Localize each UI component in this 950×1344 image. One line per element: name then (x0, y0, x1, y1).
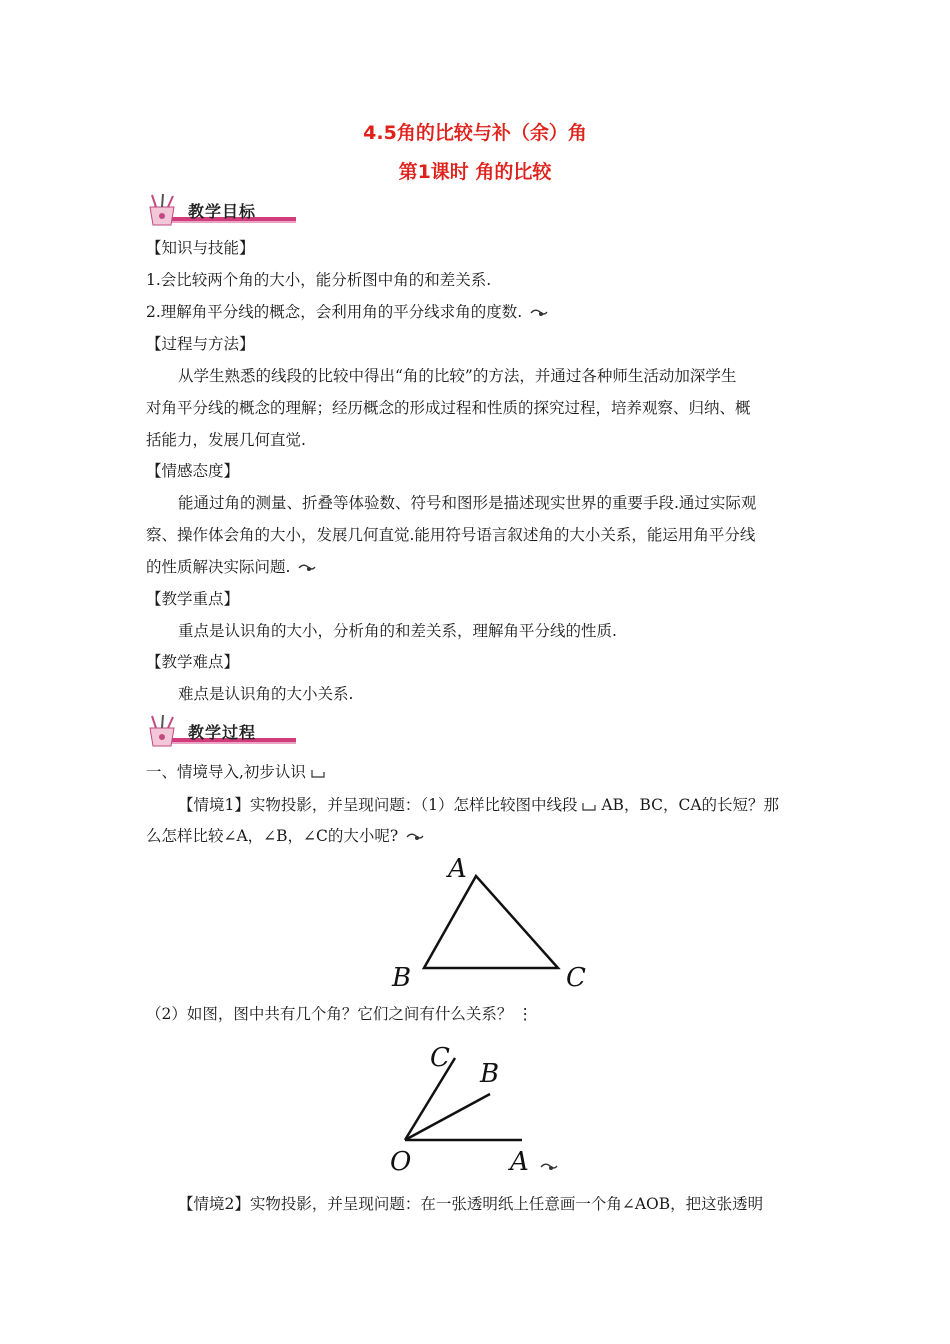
triangle-shape (424, 876, 558, 968)
paragraph-line (146, 826, 424, 846)
paragraph-text: （2）如图，图中共有几个角？它们之间有什么关系？ (146, 1005, 513, 1023)
goal-text: 2.理解角平分线的概念，会利用角的平分线求角的度数. (146, 303, 523, 321)
paragraph-line: 从学生熟悉的线段的比较中得出“角的比较”的方法，并通过各种师生活动加深学生 (178, 367, 737, 385)
mouse-mark-icon (298, 563, 316, 573)
heading-difficulties: 【教学难点】 (146, 653, 240, 671)
heading-key-points: 【教学重点】 (146, 590, 240, 608)
angle-figure (380, 1036, 570, 1178)
section-banner-goals (146, 193, 296, 227)
process-step-heading (146, 762, 325, 782)
heading-knowledge: 【知识与技能】 (146, 239, 255, 257)
paragraph-text: ⋮ (517, 1005, 533, 1023)
page-subtitle: 第1课时 角的比较 (398, 161, 552, 183)
point-label-o: O (390, 1147, 412, 1177)
paragraph-text: AB，BC，CA的长短？那 (601, 796, 780, 814)
heading-attitude: 【情感态度】 (146, 462, 240, 480)
paragraph-text: 么怎样比较∠A，∠B，∠C的大小呢? (146, 827, 399, 845)
triangle-figure (380, 850, 610, 1000)
mouse-mark-icon (406, 832, 424, 842)
paragraph-line: 【情境2】实物投影，并呈现问题：在一张透明纸上任意画一个角∠AOB，把这张透明 (178, 1195, 764, 1213)
paragraph-text: 【情境1】实物投影，并呈现问题：（1）怎样比较图中线段 (178, 796, 578, 814)
point-label-b: B (480, 1059, 500, 1089)
paragraph-line: 察、操作体会角的大小，发展几何直觉.能用符号语言叙述角的大小关系，能运用角平分线 (146, 526, 756, 544)
heading-methods: 【过程与方法】 (146, 335, 255, 353)
mouse-mark-icon (541, 1164, 557, 1170)
process-step-text: 一、情境导入,初步认识 (146, 763, 306, 781)
vertex-label-a: A (448, 854, 467, 884)
paragraph-line (178, 795, 779, 815)
section-banner-process (146, 714, 296, 748)
paragraph-line: 能通过角的测量、折叠等体验数、符号和图形是描述现实世界的重要手段.通过实际观 (178, 494, 757, 512)
goal-item: 1.会比较两个角的大小，能分析图中角的和差关系. (146, 271, 492, 289)
point-label-c: C (430, 1043, 450, 1073)
bracket-mark-icon (582, 801, 596, 811)
page-title: 4.5角的比较与补（余）角 (363, 122, 587, 144)
bracket-mark-icon (311, 768, 325, 778)
point-label-a: A (510, 1147, 529, 1177)
paragraph-line: 括能力，发展几何直觉. (146, 431, 306, 449)
paragraph-line: 难点是认识角的大小关系. (178, 685, 354, 703)
vertex-label-c: C (566, 963, 586, 993)
paragraph-line: 重点是认识角的大小，分析角的和差关系，理解角平分线的性质. (178, 622, 617, 640)
paragraph-line: 对角平分线的概念的理解；经历概念的形成过程和性质的探究过程，培养观察、归纳、概 (146, 399, 751, 417)
section-banner-label: 教学过程 (188, 723, 257, 742)
vertex-label-b: B (392, 963, 412, 993)
paragraph-line (146, 1004, 533, 1024)
paragraph-line (146, 557, 316, 577)
section-banner-label: 教学目标 (188, 202, 257, 221)
mouse-mark-icon (530, 308, 548, 318)
paragraph-text: 的性质解决实际问题. (146, 558, 291, 576)
goal-item (146, 302, 548, 322)
